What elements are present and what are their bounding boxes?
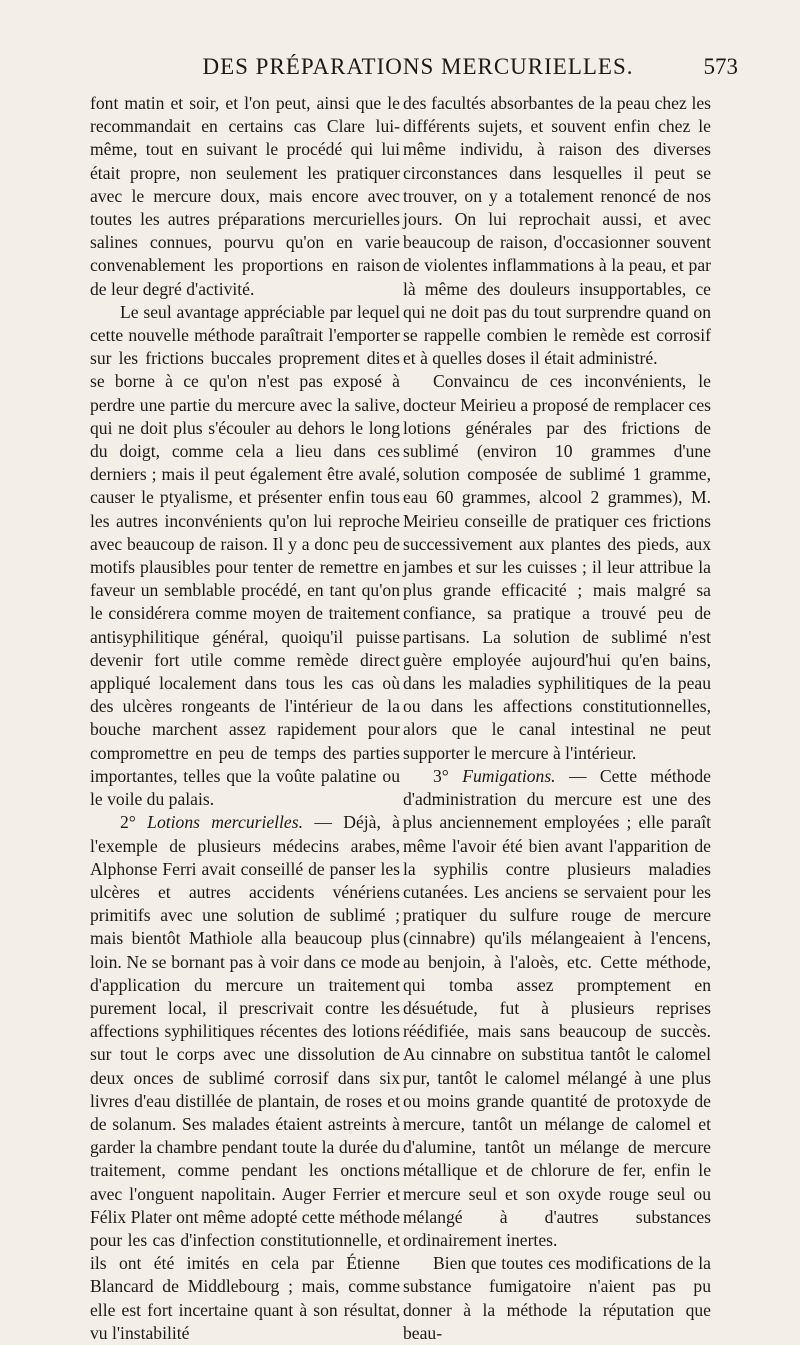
left-column xyxy=(90,92,400,1345)
section-heading-fumigations: Fumigations. xyxy=(462,765,556,786)
running-head xyxy=(98,54,738,84)
running-title: DES PRÉPARATIONS MERCURIELLES. xyxy=(202,54,634,79)
right-paragraph-4: Bien que toutes ces modifications de la substance fumigatoire n'aient pas pu donner à la méthode la réputation que beau- xyxy=(403,1253,711,1343)
section-text-lotions: — Déjà, à l'exemple de plusieurs médecins arabes, Alphonse Ferri avait conseillé de panser les ulcères et autres accidents vénériens primitifs avec une solution de sublimé ; mais bientôt Mathiole alla beaucoup plus loin. Ne se bornant pas à voir dans ce mode d'application du mercure un traitement purement local, il prescrivait contre les affections syphilitiques récentes des lotions sur tout le corps avec une dissolution de deux onces de sublimé corrosif dans six livres d'eau distillée de plantain, de roses et de solanum. Ses malades étaient astreints à garder la chambre pendant toute la durée du traitement, comme pendant les onctions avec l'onguent napolitain. Auger Ferrier et Félix Plater ont même adopté cette méthode pour les cas d'infection constitutionnelle, et ils ont été imités en cela par Étienne Blancard de Middlebourg ; mais, comme elle est fort incertaine quant à son résultat, vu l'instabilité xyxy=(90,812,400,1343)
left-paragraph-1: font matin et soir, et l'on peut, ainsi que le recommandait en certains cas Clare lui-même, tout en suivant le procédé qui lui était propre, non seulement les pratiquer avec le mercure doux, mais encore avec toutes les autres préparations mercurielles salines connues, pourvu qu'on en varie convenablement les proportions en raison de leur degré d'activité. xyxy=(90,93,400,299)
right-column xyxy=(403,92,711,1345)
right-paragraph-3 xyxy=(403,765,711,1252)
left-paragraph-2: Le seul avantage appréciable par lequel cette nouvelle méthode paraîtrait l'emporter sur les frictions buccales proprement dites se borne à ce qu'on n'est pas exposé à perdre une partie du mercure avec la salive, qui ne doit plus s'écouler au dehors le long du doigt, comme cela a lieu dans ces derniers ; mais il peut également être avalé, causer le ptyalisme, et présenter enfin tous les autres inconvénients qu'on lui reproche avec beaucoup de raison. Il y a donc peu de motifs plausibles pour tenter de remettre en faveur un semblable procédé, en tant qu'on le considérera comme moyen de traitement antisyphilitique général, quoiqu'il puisse devenir fort utile comme remède direct appliqué localement dans tous les cas où des ulcères rongeants de l'intérieur de la bouche marchent assez rapidement pour compromettre en peu de temps des parties importantes, telles que la voûte palatine ou le voile du palais. xyxy=(90,301,400,810)
section-number: 2° xyxy=(120,812,136,833)
section-text-fumigations: — Cette méthode d'administration du mercure est une des plus anciennement employées ; elle paraît même l'avoir été bien avant l'apparition de la syphilis contre plusieurs maladies cutanées. Les anciens se servaient pour les pratiquer du sulfure rouge de mercure (cinnabre) qu'ils mélangeaient à l'encens, au benjoin, à l'aloès, etc. Cette méthode, qui tomba assez promptement en désuétude, fut à plusieurs reprises réédifiée, mais sans beaucoup de succès. Au cinnabre on substitua tantôt le calomel pur, tantôt le calomel mélangé à une plus ou moins grande quantité de protoxyde de mercure, tantôt un mélange de calomel et d'alumine, tantôt un mélange de mercure métallique et de chlorure de fer, enfin le mercure seul et son oxyde rouge seul ou mélangé à d'autres substances ordinairement inertes. xyxy=(403,765,711,1250)
section-number: 3° xyxy=(433,765,449,786)
page-number: 573 xyxy=(703,54,738,79)
right-paragraph-1: des facultés absorbantes de la peau chez les différents sujets, et souvent enfin chez le même individu, à raison des diverses circonstances dans lesquelles il peut se trouver, on y a totalement renoncé de nos jours. On lui reprochait aussi, et avec beaucoup de raison, d'occasionner souvent de violentes inflammations à la peau, et par là même des douleurs insupportables, ce qui ne doit pas du tout surprendre quand on se rappelle combien le remède est corrosif et à quelles doses il était administré. xyxy=(403,93,711,369)
left-paragraph-3 xyxy=(90,811,400,1345)
section-heading-lotions: Lotions mercurielles. xyxy=(147,812,303,833)
right-paragraph-2: Convaincu de ces inconvénients, le docteur Meirieu a proposé de remplacer ces lotions générales par des frictions de sublimé (environ 10 grammes d'une solution composée de sublimé 1 gramme, eau 60 grammes, alcool 2 grammes), M. Meirieu conseille de pratiquer ces frictions successivement aux plantes des pieds, aux jambes et sur les cuisses ; il leur attribue la plus grande efficacité ; mais malgré sa confiance, sa pratique a trouvé peu de partisans. La solution de sublimé n'est guère employée aujourd'hui qu'en bains, dans les maladies syphilitiques de la peau ou dans les affections constitutionnelles, alors que le canal intestinal ne peut supporter le mercure à l'intérieur. xyxy=(403,371,711,763)
